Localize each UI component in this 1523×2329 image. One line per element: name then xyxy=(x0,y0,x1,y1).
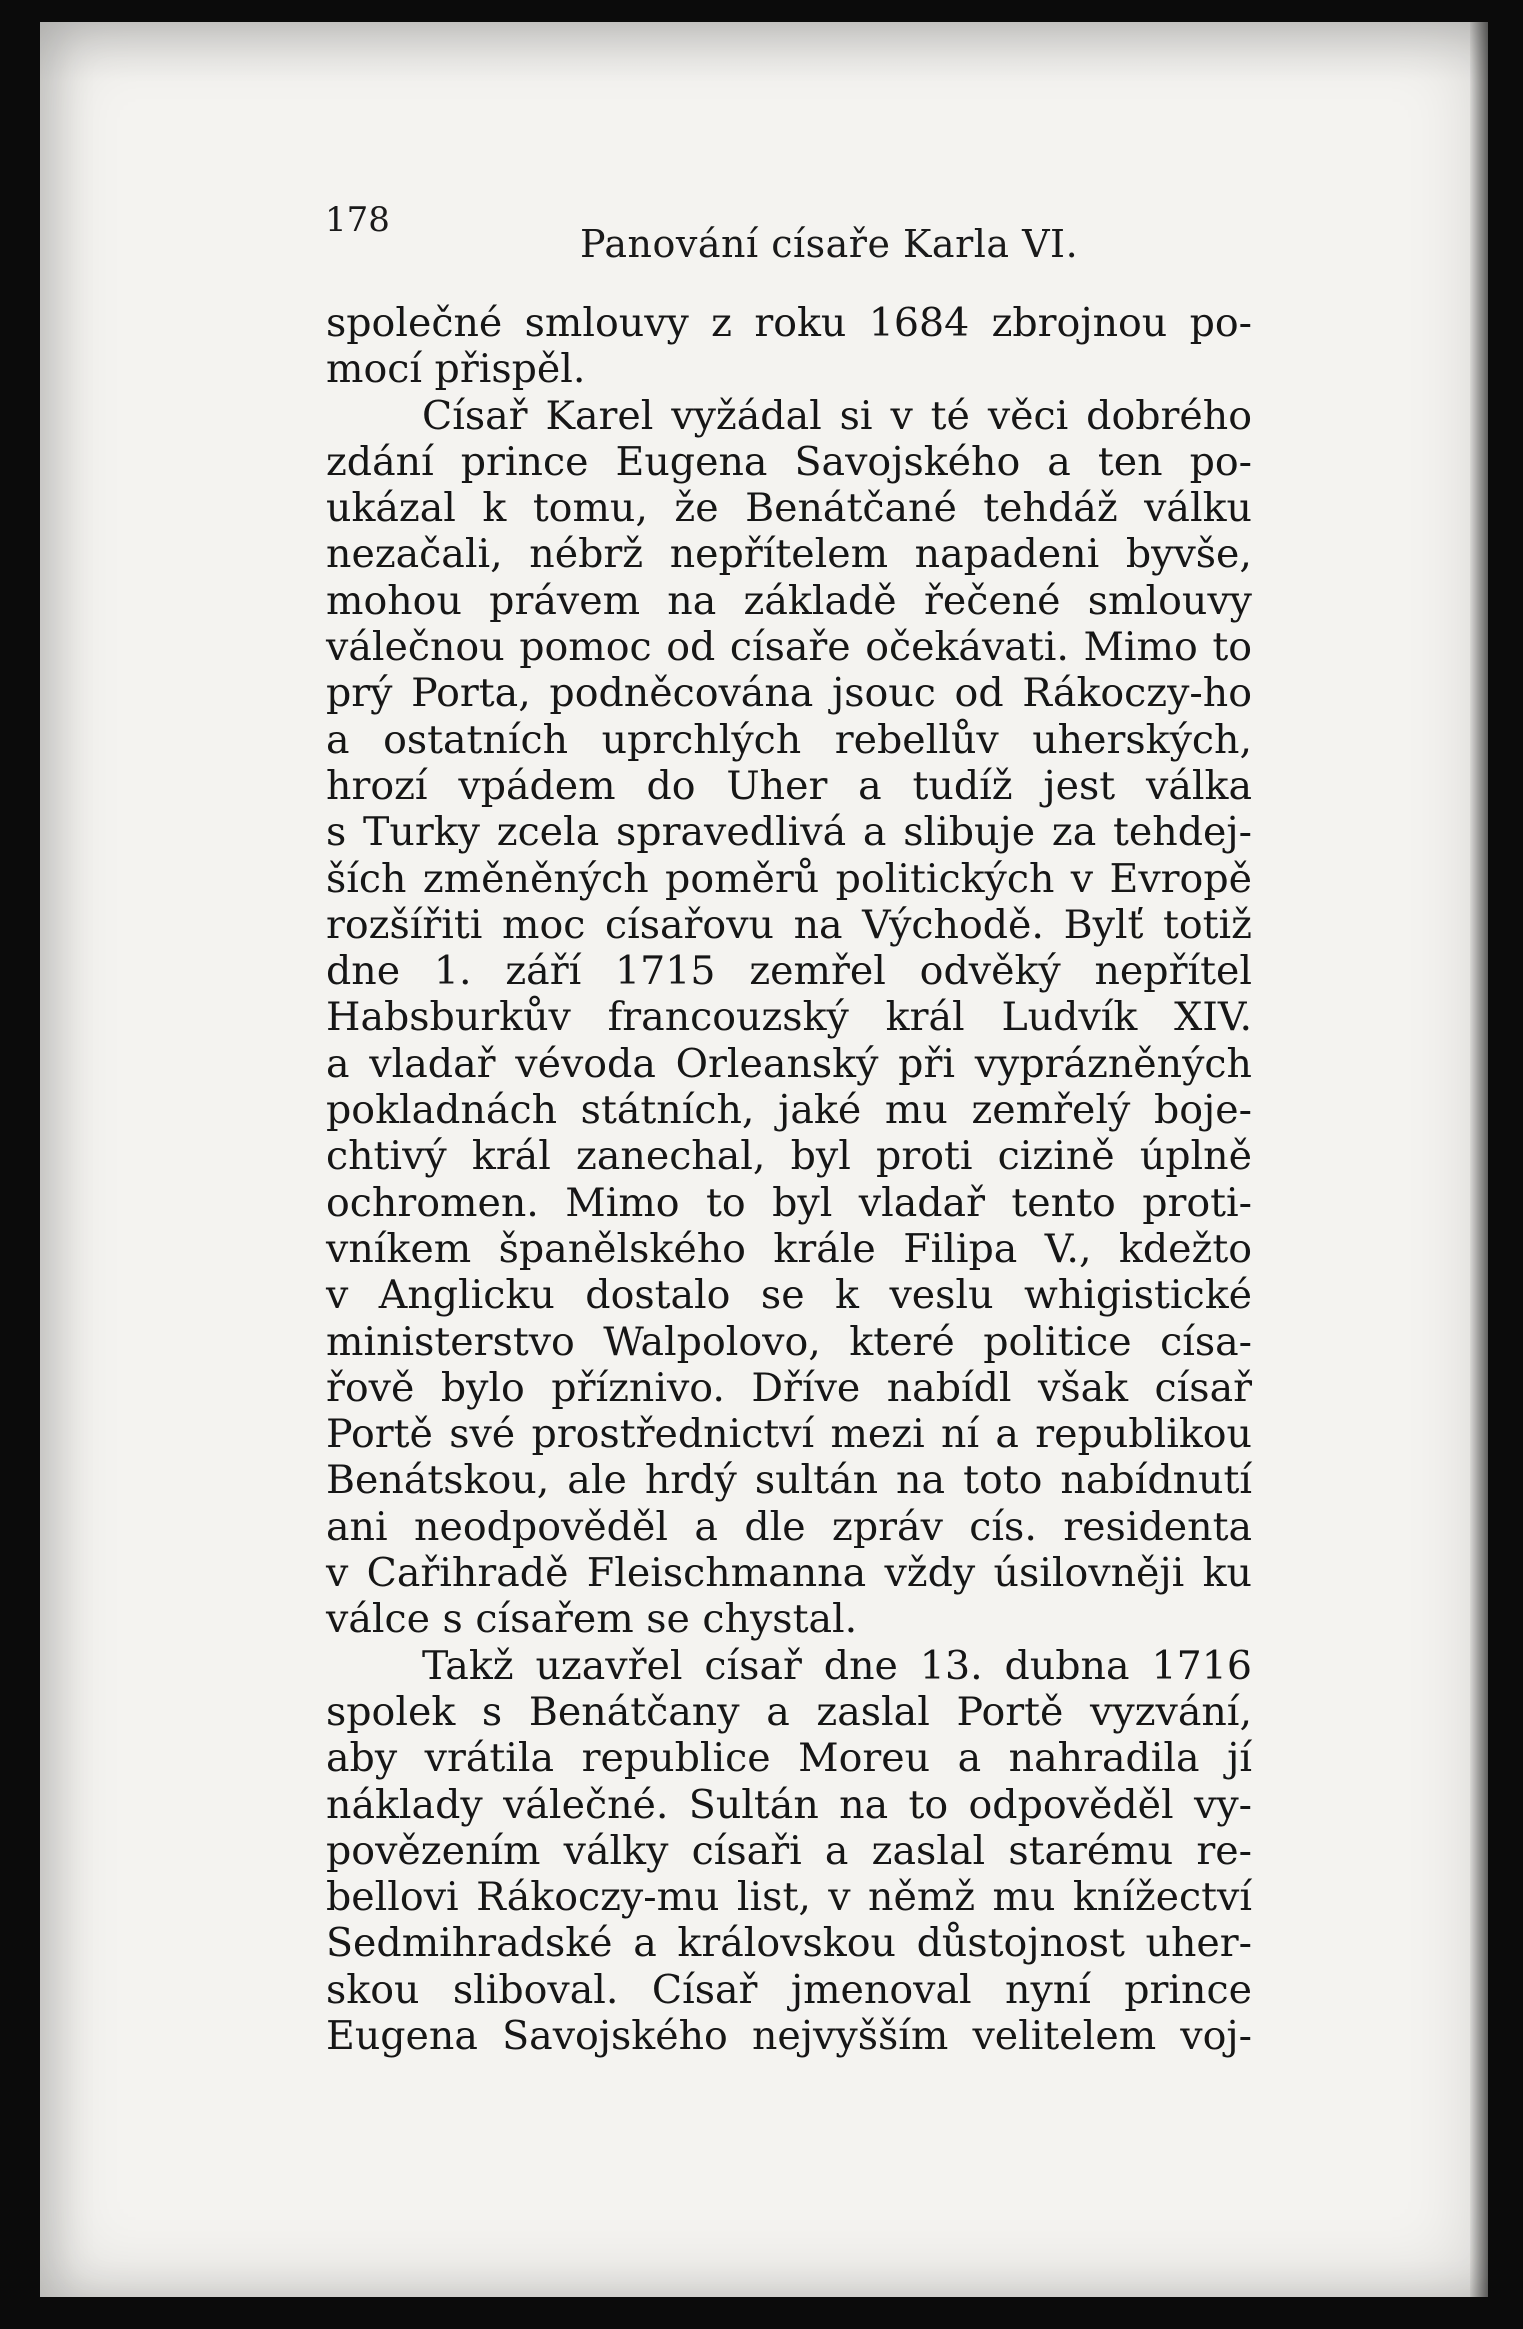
text-line: Eugena Savojského nejvyšším velitelem voj- xyxy=(326,2012,1252,2059)
text-line: v Cařihradě Fleischmanna vždy úsilovněji ku xyxy=(326,1550,1252,1597)
text-line: Sedmihradské a královskou důstojnost uher- xyxy=(326,1920,1252,1967)
text-line: dne 1. září 1715 zemřel odvěký nepřítel xyxy=(326,948,1252,995)
text-line: ministerstvo Walpolovo, které politice císa- xyxy=(326,1318,1252,1365)
text-line: skou sliboval. Císař jmenoval nyní prince xyxy=(326,1966,1252,2013)
text-line: ani neodpověděl a dle zpráv cís. residenta xyxy=(326,1503,1252,1550)
text-line: Portě své prostřednictví mezi ní a republikou xyxy=(326,1411,1252,1458)
text-line: povězením války císaři a zaslal starému re- xyxy=(326,1827,1252,1874)
text-line: ochromen. Mimo to byl vladař tento proti- xyxy=(326,1179,1252,1226)
page-edge-shadow xyxy=(1470,22,1488,2297)
body-text xyxy=(326,300,1252,2059)
text-line: řově bylo příznivo. Dříve nabídl však císař xyxy=(326,1364,1252,1411)
text-line: nezačali, nébrž nepřítelem napadeni byvše, xyxy=(326,531,1252,578)
running-head: Panování císaře Karla VI. xyxy=(580,222,1079,266)
text-line: aby vrátila republice Moreu a nahradila jí xyxy=(326,1735,1252,1782)
text-line: v Anglicku dostalo se k veslu whigistické xyxy=(326,1272,1252,1319)
page-number: 178 xyxy=(325,200,390,240)
text-line: prý Porta, podněcována jsouc od Rákoczy-ho xyxy=(326,670,1252,717)
text-line: Benátskou, ale hrdý sultán na toto nabídnutí xyxy=(326,1457,1252,1504)
text-line: vníkem španělského krále Filipa V., kdežto xyxy=(326,1225,1252,1272)
text-line: rozšířiti moc císařovu na Východě. Bylť totiž xyxy=(326,901,1252,948)
text-line: s Turky zcela spravedlivá a slibuje za tehdej- xyxy=(326,809,1252,856)
text-line: náklady válečné. Sultán na to odpověděl vy- xyxy=(326,1781,1252,1828)
text-line: a vladař vévoda Orleanský při vyprázněných xyxy=(326,1040,1252,1087)
paragraph-start-line: Takž uzavřel císař dne 13. dubna 1716 xyxy=(422,1642,1252,1689)
text-line: pokladnách státních, jaké mu zemřelý boje- xyxy=(326,1087,1252,1134)
text-line: spolek s Benátčany a zaslal Portě vyzvání, xyxy=(326,1688,1252,1735)
text-line: zdání prince Eugena Savojského a ten po- xyxy=(326,438,1252,485)
text-line: válečnou pomoc od císaře očekávati. Mimo to xyxy=(326,624,1252,671)
text-line: společné smlouvy z roku 1684 zbrojnou po- xyxy=(326,300,1252,346)
text-line: mocí přispěl. xyxy=(326,346,586,393)
text-line: válce s císařem se chystal. xyxy=(326,1596,858,1643)
text-line: bellovi Rákoczy-mu list, v němž mu knížectví xyxy=(326,1874,1252,1921)
text-line: ších změněných poměrů politických v Evropě xyxy=(326,855,1252,902)
paragraph-start-line: Císař Karel vyžádal si v té věci dobrého xyxy=(422,392,1252,439)
text-line: chtivý král zanechal, byl proti cizině úplně xyxy=(326,1133,1252,1180)
text-line: mohou právem na základě řečené smlouvy xyxy=(326,577,1252,624)
text-line: ukázal k tomu, že Benátčané tehdáž válku xyxy=(326,485,1252,532)
text-line: hrozí vpádem do Uher a tudíž jest válka xyxy=(326,762,1252,809)
text-line: a ostatních uprchlých rebellův uherských, xyxy=(326,716,1252,763)
text-line: Habsburkův francouzský král Ludvík XIV. xyxy=(326,994,1252,1041)
